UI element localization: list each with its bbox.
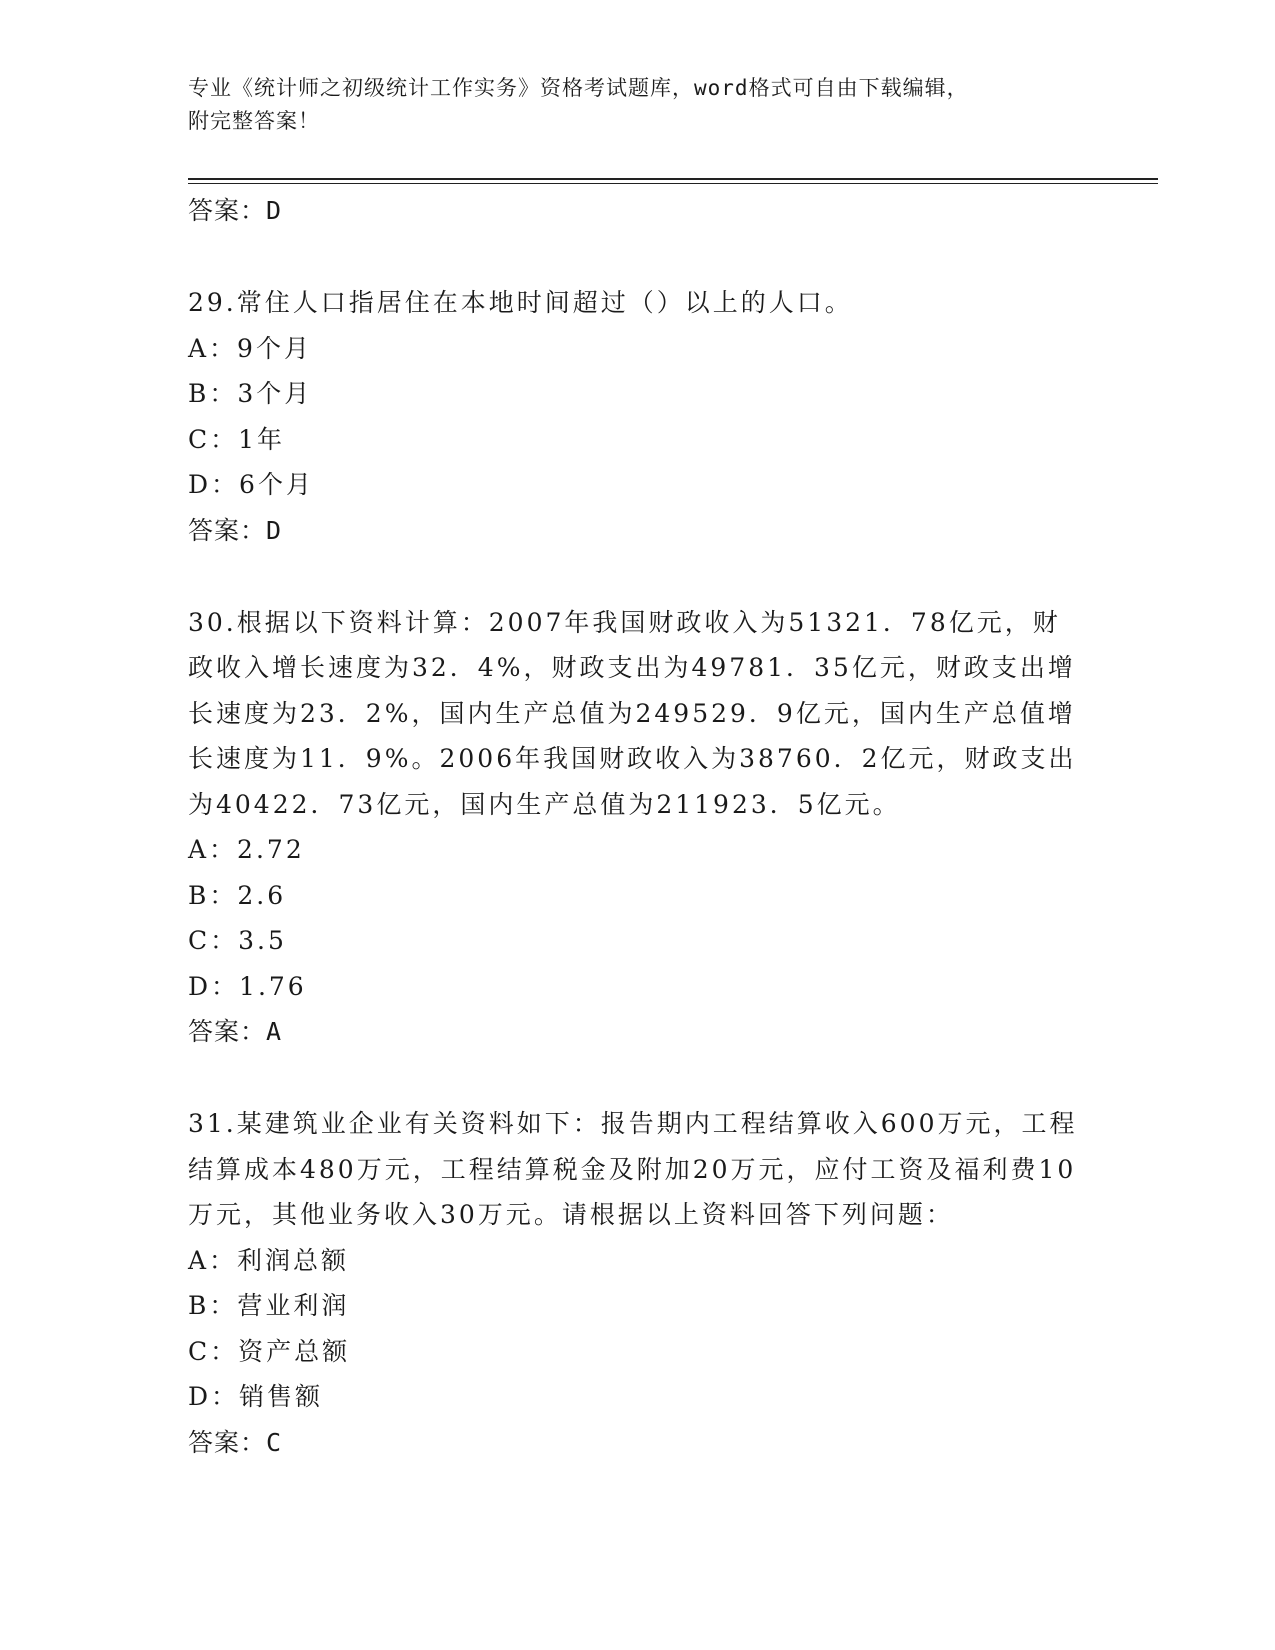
option-a: A：2.72 xyxy=(188,835,305,864)
option-d: D：1.76 xyxy=(188,971,307,1001)
option-c: C：3.5 xyxy=(188,926,287,955)
header-line-1: 专业《统计师之初级统计工作实务》资格考试题库，word格式可自由下载编辑， xyxy=(188,76,969,100)
question-text: 30.根据以下资料计算：2007年我国财政收入为51321．78亿元，财政收入增长速度为32．4%，财政支出为49781．35亿元，财政支出增长速度为23．2%，国内生产总值为249529．9亿元，国内生产总值增长速度为11．9%。2006年我国财政收入为38760．2亿元，财政支出为40422．73亿元，国内生产总值为211923．5亿元。 xyxy=(188,607,1077,819)
option-b: B：3个月 xyxy=(188,379,313,408)
question-31 xyxy=(188,1101,1088,1466)
header-divider-thick xyxy=(188,178,1158,180)
answer: 答案：D xyxy=(188,515,283,545)
option-d: D：6个月 xyxy=(188,470,314,499)
header-line-2: 附完整答案！ xyxy=(188,109,320,133)
question-list xyxy=(188,188,1088,1466)
header-divider-thin xyxy=(188,183,1158,184)
spacer xyxy=(188,1055,1088,1101)
spacer xyxy=(188,234,1088,280)
question-text: 29.常住人口指居住在本地时间超过（）以上的人口。 xyxy=(188,288,853,317)
option-b: B：2.6 xyxy=(188,880,287,910)
spacer xyxy=(188,554,1088,600)
question-text: 31.某建筑业企业有关资料如下：报告期内工程结算收入600万元，工程结算成本480万元，工程结算税金及附加20万元，应付工资及福利费10万元，其他业务收入30万元。请根据以上资料回答下列问题： xyxy=(188,1109,1078,1229)
option-d: D：销售额 xyxy=(188,1382,324,1411)
option-a: A：利润总额 xyxy=(188,1245,350,1275)
question-29 xyxy=(188,280,1088,554)
question-30 xyxy=(188,600,1088,1056)
option-c: C：资产总额 xyxy=(188,1336,351,1366)
option-a: A：9个月 xyxy=(188,333,312,363)
option-b: B：营业利润 xyxy=(188,1291,350,1320)
answer-previous: 答案：D xyxy=(188,196,283,225)
answer: 答案：C xyxy=(188,1427,283,1457)
option-c: C：1年 xyxy=(188,424,286,454)
page-header xyxy=(188,72,1068,138)
answer: 答案：A xyxy=(188,1017,283,1046)
